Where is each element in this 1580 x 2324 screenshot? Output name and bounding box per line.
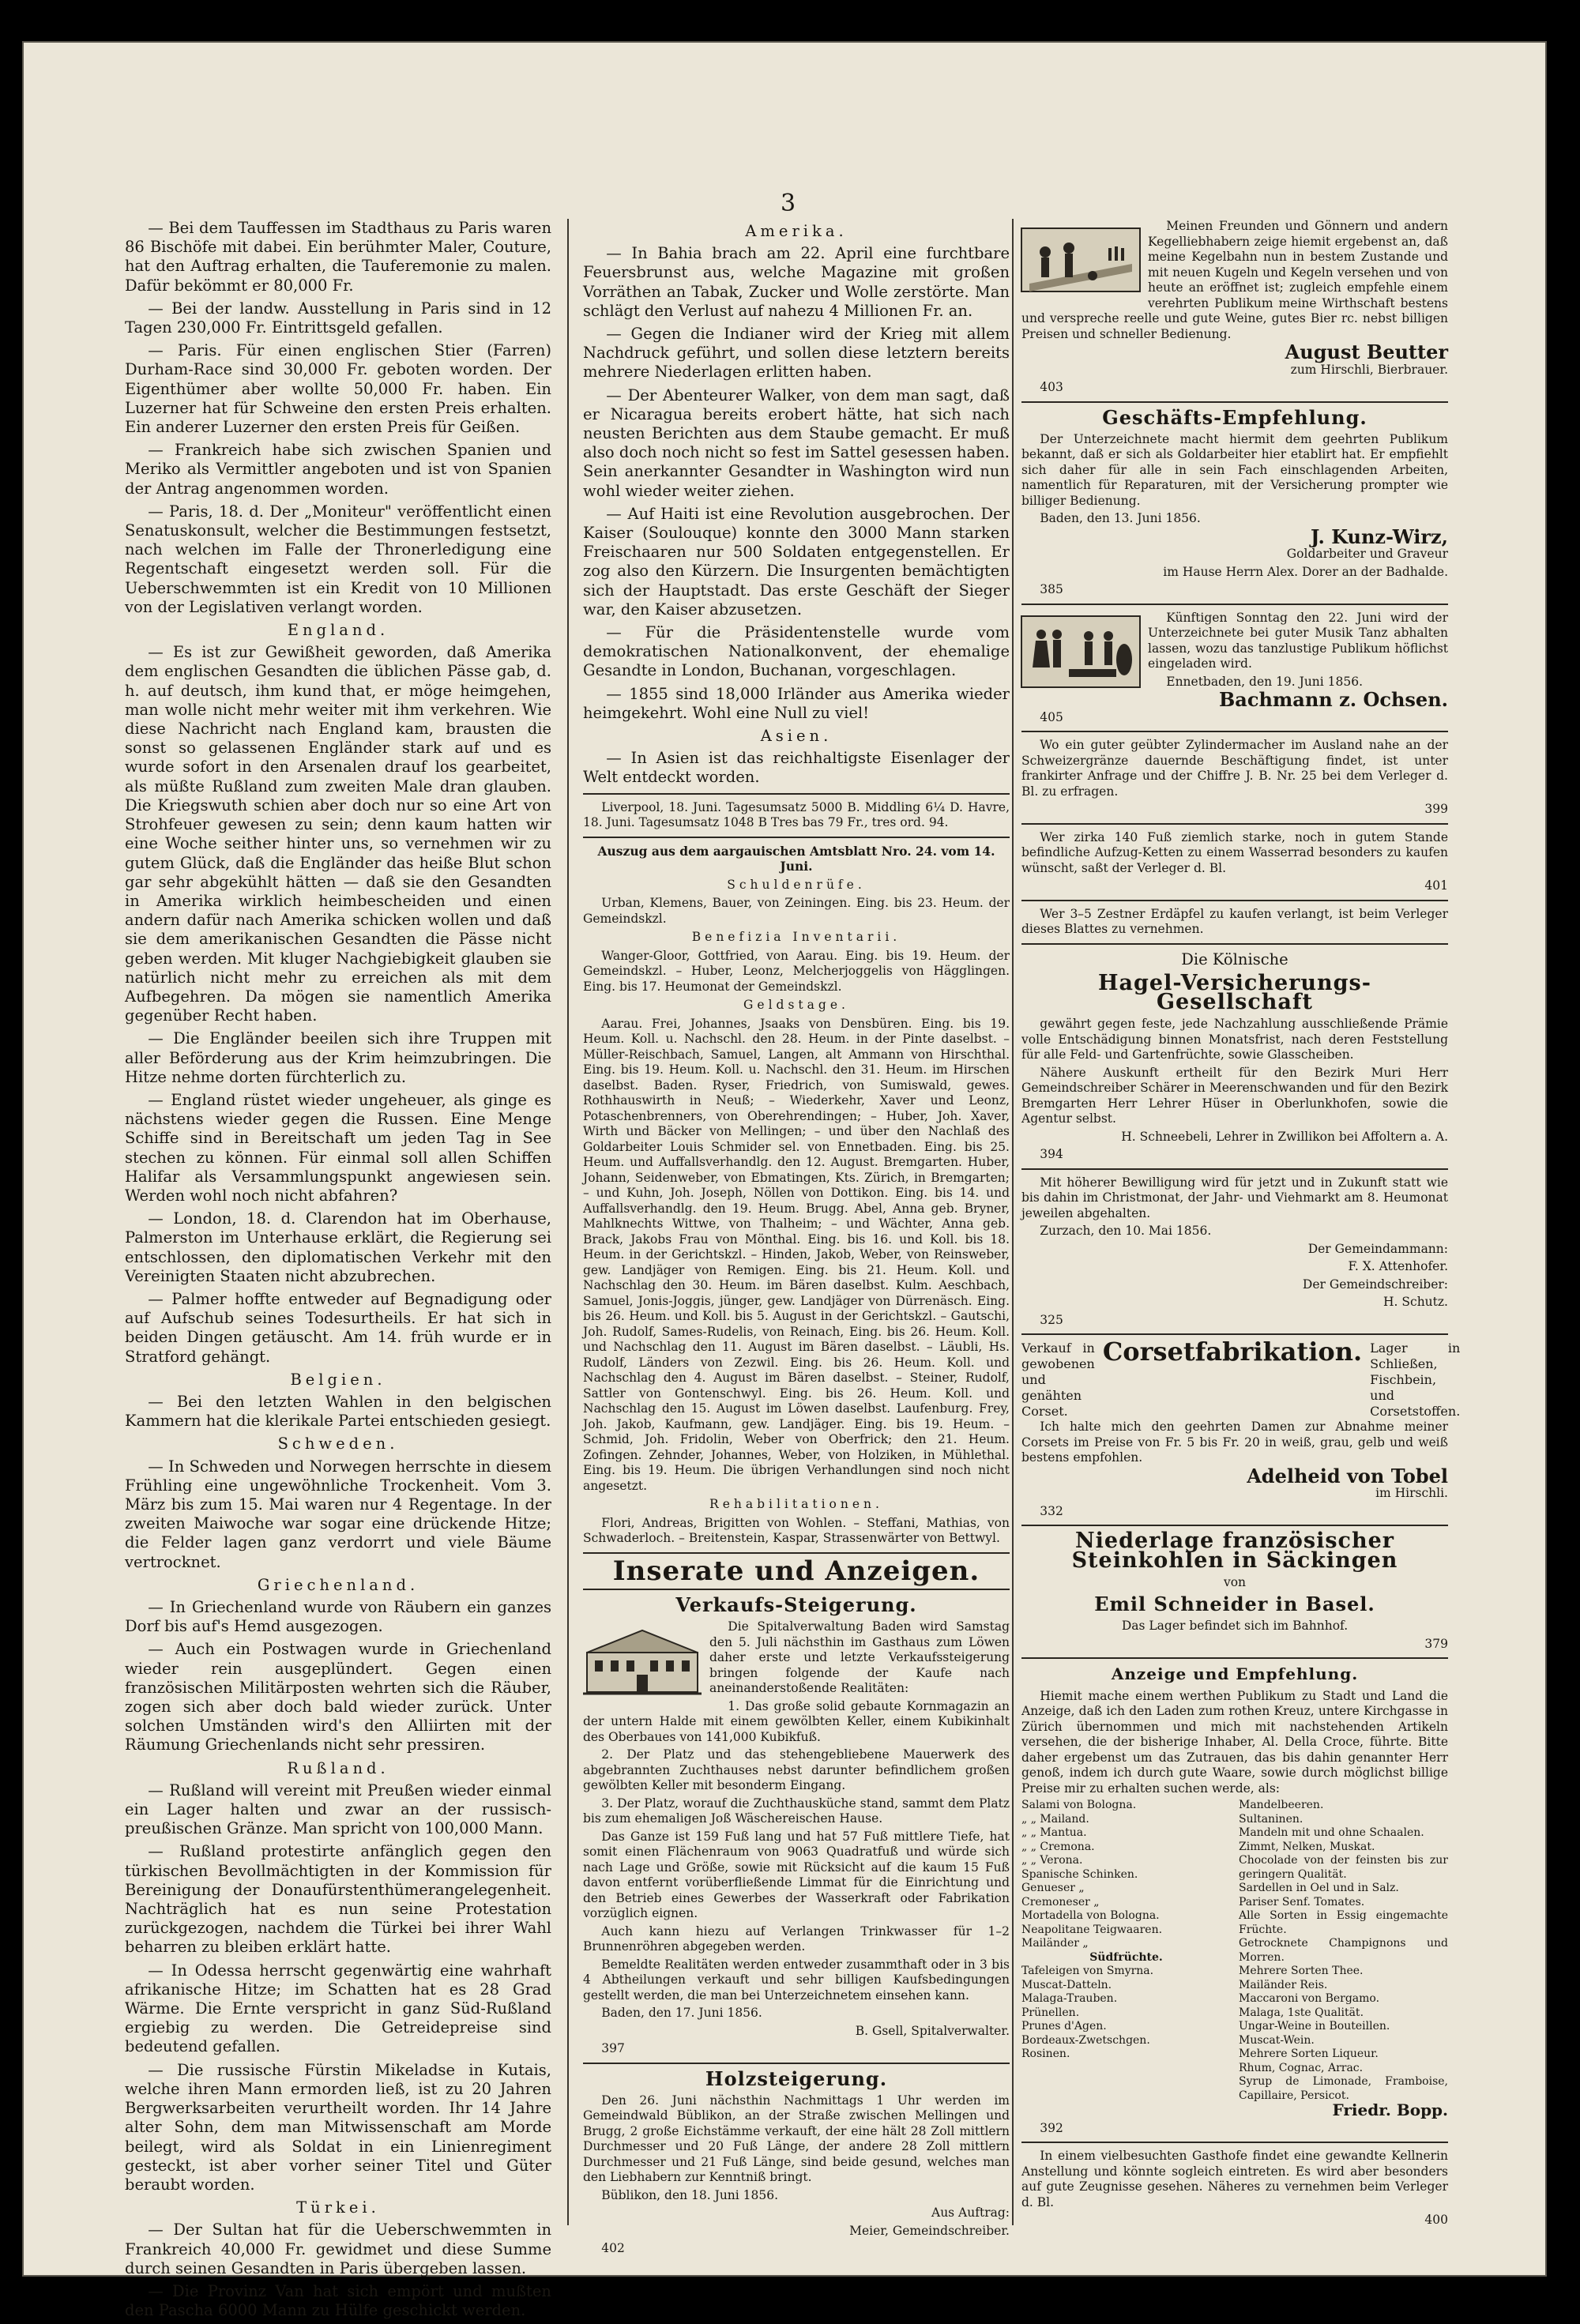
- goods-item: Spanische Schinken.: [1021, 1867, 1138, 1881]
- ad-title-corsetfabrikation: Corsetfabrikation.: [1102, 1337, 1363, 1367]
- amtsblatt-text: Wanger-Gloor, Gottfried, von Aarau. Eing. bis 19. Heum. der Gemeindskzl. – Huber, Leonz, Melcherjoggelis von Hägglingen. Eing. bis 17. Heumonat der Gemeindskzl.: [583, 948, 1010, 994]
- divider: [583, 793, 1010, 795]
- ad-text: Den 26. Juni nächsthin Nachmittags 1 Uhr werden im Gemeindwald Büblikon, an der Straße zwischen Mellingen und Brugg, 2 große Eichstämme verkauft, der eine hält 28 Zoll mittlern Durchmesser und 20 Fuß Länge, der andere 28 Zoll mittlern Durchmesser und 21 Fuß Länge, sind beide gesund, welches man den Liebhabern zur Kenntniß bringt.: [583, 2093, 1010, 2185]
- goods-item: Rhum, Cognac, Arrac.: [1239, 2061, 1364, 2074]
- goods-item: Zimmt, Nelken, Muskat.: [1239, 1840, 1375, 1853]
- bowling-alley-woodcut-icon: [1021, 220, 1140, 299]
- ad-number: 397: [601, 2041, 625, 2056]
- amtsblatt-title: Auszug aus dem aargauischen Amtsblatt Nro. 24. vom 14. Juni.: [597, 843, 995, 874]
- goods-item: Prunes d'Agen.: [1021, 2020, 1107, 2033]
- ad-number: 405: [1040, 709, 1063, 724]
- ad-text: Die Spitalverwaltung Baden wird Samstag den 5. Juli nächsthin im Gasthaus zum Löwen daher erste und letzte Verkaufssteigerung bringen folgende der Kaufe nach aneinanderstoßende Realitäten:: [709, 1619, 1010, 1696]
- ad-hagel-versicherung: [1021, 1017, 1448, 1163]
- section-heading-belgien: Belgien.: [290, 1370, 386, 1389]
- ad-steinkohlen-name: Emil Schneider in Basel.: [1094, 1593, 1375, 1616]
- goods-item: Mandelbeeren.: [1239, 1799, 1324, 1812]
- ad-kegelbahn: [1021, 219, 1448, 396]
- goods-item: Chocolade von der feinsten bis zur geringern Qualität.: [1239, 1854, 1448, 1881]
- ad-text: Künftigen Sonntag den 22. Juni wird der Unterzeichnete bei guter Musik Tanz abhalten lassen, wozu das tanzlustige Publikum höflichst eingeladen wird.: [1148, 610, 1448, 671]
- building-woodcut-icon: [583, 1621, 702, 1700]
- ad-place: im Hirschli.: [1375, 1486, 1448, 1501]
- market-text: Liverpool, 18. Juni. Tagesumsatz 5000 B. Middling 6¼ D. Havre, 18. Juni. Tagesumsatz 1048 B Tres bas 79 Fr., tres ord. 94.: [583, 799, 1010, 830]
- goods-item: Maccaroni von Bergamo.: [1239, 1992, 1380, 2006]
- section-heading-tuerkei: Türkei.: [296, 2198, 380, 2217]
- ad-text: 1. Das große solid gebaute Kornmagazin an der untern Halde mit einem gewölbten Keller, einem Kubikinhalt des Oberbaues von 141,000 Kubikfuß.: [583, 1698, 1010, 1744]
- section-heading-russland: Rußland.: [287, 1758, 389, 1777]
- ad-signature: Meier, Gemeindschreiber.: [849, 2223, 1010, 2238]
- ad-number: 400: [1424, 2213, 1448, 2228]
- market-report: [583, 800, 1010, 831]
- goods-item: Sardellen in Oel und in Salz.: [1239, 1882, 1399, 1895]
- amtsblatt-section: [583, 878, 1010, 1547]
- goods-list: [1021, 1799, 1448, 2103]
- ad-text: Das Lager befindet sich im Bahnhof.: [1121, 1619, 1349, 1634]
- news-item: — Bei den letzten Wahlen in den belgischen Kammern hat die klerikale Partei entschieden gesiegt.: [125, 1392, 551, 1431]
- ad-date: Büblikon, den 18. Juni 1856.: [601, 2187, 779, 2202]
- divider: [583, 1589, 1010, 1590]
- divider: [1021, 731, 1448, 732]
- divider: [1021, 1657, 1448, 1659]
- ad-title-hagel-versicherung: Hagel-Versicherungs-Gesellschaft: [1098, 970, 1371, 1015]
- page-number: 3: [781, 190, 796, 217]
- ad-della-croce-footer: [1021, 2100, 1448, 2136]
- ad-number: 392: [1040, 2120, 1063, 2135]
- ad-role: Der Gemeindschreiber:: [1302, 1277, 1448, 1292]
- goods-item: Malaga-Trauben.: [1021, 1992, 1118, 2006]
- divider: [1021, 1333, 1448, 1335]
- ad-role: Der Gemeindammann:: [1307, 1241, 1448, 1256]
- ad-text: Wo ein guter geübter Zylindermacher im Ausland nahe an der Schweizergränze dauernde Beschäftigung findet, ist unter frankirter Anfrage und der Chiffre J. B. Nr. 25 bei dem Verleger d. Bl. zu erfragen.: [1021, 738, 1448, 799]
- news-item: — Rußland protestirte anfänglich gegen den türkischen Bevollmächtigten in der Kommission für Bereinigung der Donaufürstenthümerangelegenheit. Nachträglich hat es nun seine Protestation zurückgezogen, nachdem die Türkei bei ihrer Wahl beharren zu bleiben erklärt hatte.: [125, 1842, 551, 1957]
- ad-von: von: [1223, 1574, 1247, 1589]
- ad-signature: F. X. Attenhofer.: [1348, 1259, 1448, 1274]
- column-rule: [1012, 219, 1014, 2225]
- goods-item: Rosinen.: [1021, 2048, 1070, 2061]
- section-heading-griechenland: Griechenland.: [257, 1575, 419, 1594]
- subheading-benefizia: Benefizia Inventarii.: [691, 930, 901, 945]
- ad-signature: Friedr. Bopp.: [1332, 2100, 1448, 2120]
- ad-place: zum Hirschli, Bierbrauer.: [1290, 362, 1448, 377]
- goods-item: Pariser Senf. Tomates.: [1239, 1895, 1365, 1908]
- news-item: — London, 18. d. Clarendon hat im Oberhause, Palmerston im Unterhause erklärt, die Regierung sei entschlossen, den diplomatischen Verkehr mit den Vereinigten Staaten nicht abzubrechen.: [125, 1209, 551, 1285]
- news-item: — Die russische Fürstin Mikeladse in Kutais, welche ihren Mann ermorden ließ, ist zu 20 Jahren Bergwerksarbeiten verurtheilt worden. Ihr 14 Jahre alter Sohn, dem man Mitwissenschaft am Morde beilegt, wird als Soldat in ein Linienregiment gesteckt, ist aber vorher seiner Titel und Güter beraubt worden.: [125, 2060, 551, 2194]
- ad-signature: B. Gsell, Spitalverwalter.: [855, 2023, 1010, 2038]
- goods-item: „ „ Verona.: [1021, 1854, 1083, 1867]
- goods-item: Mortadella von Bologna.: [1021, 1909, 1160, 1923]
- ad-title-steinkohlen: Niederlage französischer Steinkohlen in Säckingen: [1071, 1529, 1398, 1573]
- amtsblatt-text: Aarau. Frei, Johannes, Jsaaks von Densbüren. Eing. bis 19. Heum. Koll. u. Nachschl. den 28. Heum. in der Pinte daselbst. –Müller-Reischbach, Samuel, Langen, alt Ammann von Hirschthal. Eing. bis 19. Heum. Koll. u. Nachschl. den 31. Heum. im Hirschen daselbst. Baden. Ryser, Friedrich, von Sumiswald, gewes. Rothhauswirth in Neuß; – Wiederkehr, Xaver und Leonz, Potaschenbrenners, von Oberehrendingen; – Huber, Joh. Xaver, Wirth und Bäcker von Mellingen; – und über den Nachlaß des Goldarbeiter Louis Schmider sel. von Ennetbaden. Eing. bis 25. Heum. und Auffallsverhandlg. den 12. August. Bremgarten. Huber, Johann, Seidenweber, von Ebmatingen, Kts. Zürich, in Bremgarten; – und Kuhn, Joh. Joseph, Nöllen von Dottikon. Eing. bis 14. und Auffallsverhandlg. den 19. Heum. Brugg. Abel, Anna geb. Bryner, Mahlknechts Wittwe, von Thalheim; – und Wächter, Anna geb. Brack, Jakobs Frau von Mönthal. Eing. bis 16. und Koll. bis 18. Heum. in der Gerichtskzl. – Hinden, Jakob, Weber, von Reinsweber, gew. Landjäger von Remigen. Eing. bis 21. Heum. Koll. und Nachschlag den 30. Heum. im Bären daselbst. Kulm. Aeschbach, Samuel, Jonis-Joggis, jünger, gew. Landjäger von Dürrenäsch. Eing. bis 26. Heum. und Koll. bis 5. August in der Gerichtskzl. – Gautschi, Joh. Rudolf, Sames-Rudelis, von Reinach, Eing. bis 26. Heum. Koll. und Nachschlag den 11. August im Bären daselbst. – Läubli, Hs. Rudolf, Länders von Zezwil. Eing. bis 26. Heum. Koll. und Nachschlag den 4. August im Bären daselbst. – Steiner, Rudolf, Sattler von Gontenschwyl. Eing. bis 26. Heum. Koll. und Nachschlag den 15. August im Löwen daselbst. Laufenburg. Frey, Joh. Jakob, Kaufmann, gew. Landjäger. Eing. bis 19. Heum. – Schmid, Joh. Fridolin, Weber von Oberfrick; den 21. Heum. Zofingen. Zehnder, Johannes, Weber, von Holziken, in Mühlethal. Eing. bis 19. Heum. Die übrigen Verhandlungen sind noch nicht angesetzt.: [583, 1016, 1010, 1493]
- goods-item: „ „ Mantua.: [1021, 1826, 1087, 1840]
- divider: [1021, 943, 1448, 945]
- news-item: — Die Provinz Van hat sich empört und mußten den Pascha 6000 Mann zu Hülfe geschickt werden.: [125, 2281, 551, 2320]
- ad-title-anzeige-empfehlung: Anzeige und Empfehlung.: [1111, 1664, 1359, 1684]
- goods-item: Alle Sorten in Essig eingemachte Früchte.: [1239, 1909, 1448, 1936]
- ad-text: Mit höherer Bewilligung wird für jetzt und in Zukunft statt wie bis dahin im Christmonat, der Jahr- und Viehmarkt am 8. Heumonat jeweilen abgehalten.: [1021, 1175, 1448, 1220]
- ad-number: 402: [601, 2241, 625, 2256]
- ad-text: Wer zirka 140 Fuß ziemlich starke, noch in gutem Stande befindliche Aufzug-Ketten zu einem Wasserrad besonders zu kaufen wünscht, saßt der Verleger d. Bl.: [1021, 829, 1448, 875]
- ad-number: 403: [1040, 380, 1063, 394]
- goods-item: „ „ Mailand.: [1021, 1812, 1089, 1826]
- divider: [583, 1552, 1010, 1554]
- subheading-schuldenruefe: Schuldenrüfe.: [727, 877, 866, 892]
- ad-text: Das Ganze ist 159 Fuß lang und hat 57 Fuß mittlere Tiefe, hat somit einen Flächenraum von 9063 Quadratfuß und würde sich nach Lage und Größe, sowie mit Rücksicht auf die kaum 15 Fuß davon entfernt vorüberfließende Limmat für die Einrichtung und den Betrieb eines Gewerbes der Wasserkraft oder Fabrikation vorzüglich eignen.: [583, 1829, 1010, 1921]
- column-news-2: [583, 219, 1010, 2259]
- goods-item: Muscat-Wein.: [1239, 2033, 1315, 2047]
- news-item: — Der Abenteurer Walker, von dem man sagt, daß er Nicaragua bereits erobert hätte, hat sich nach neusten Berichten aus dem Staube gemacht. Er muß also doch noch nicht so fest im Sattel gesessen haben. Sein anerkannter Gesandter in Washington wird nun wohl wieder weiter ziehen.: [583, 385, 1010, 500]
- news-item: — Auf Haiti ist eine Revolution ausgebrochen. Der Kaiser (Soulouque) konnte den 3000 Mann starken Freischaaren nur 500 Soldaten entgegenstellen. Er zog also den Kürzern. Die Insurgenten bemächtigten sich der Hauptstadt. Das erste Geschäft der Sieger war, den Kaiser abzusetzen.: [583, 504, 1010, 619]
- news-item: — In Odessa herrscht gegenwärtig eine wahrhaft afrikanische Hitze; im Schatten hat es 28 Grad Wärme. Die Ernte verspricht in ganz Süd-Rußland ergiebig zu werden. Die Getreidepreise sind bedeutend gefallen.: [125, 1961, 551, 2056]
- goods-item: Syrup de Limonade, Framboise, Capillaire, Persicot.: [1239, 2075, 1448, 2102]
- ad-title-verkaufs-steigerung: Verkaufs-Steigerung.: [675, 1593, 917, 1616]
- goods-item: Muscat-Datteln.: [1021, 1978, 1112, 1991]
- news-item: — Der Sultan hat für die Ueberschwemmten in Frankreich 40,000 Fr. gewidmet und diese Summe durch seinen Gesandten in Paris übergeben lassen.: [125, 2221, 551, 2277]
- divider: [583, 2063, 1010, 2064]
- goods-list-right: [1239, 1799, 1448, 2103]
- amtsblatt-text: Urban, Klemens, Bauer, von Zeiningen. Eing. bis 23. Heum. der Gemeindskzl.: [583, 896, 1010, 926]
- ad-auftrag: Aus Auftrag:: [931, 2206, 1010, 2221]
- ad-text: Nähere Auskunft ertheilt für den Bezirk Muri Herr Gemeindschreiber Schärer in Meerenschwanden und für den Bezirk Bremgarten Herr Lehrer Hüser in Oberlunkhofen, sowie die Agentur selbst.: [1021, 1065, 1448, 1126]
- ad-signature: August Beutter: [1285, 340, 1448, 363]
- goods-item: Cremoneser „: [1021, 1895, 1100, 1908]
- goods-item: Mandeln mit und ohne Schaalen.: [1239, 1826, 1424, 1840]
- ad-corset-left: Verkauf in gewobenen und genähten Corset.: [1021, 1341, 1095, 1420]
- ad-text: gewährt gegen feste, jede Nachzahlung ausschließende Prämie volle Entschädigung binnen Monatsfrist, nach deren Feststellung für alle Feld- und Gartenfrüchte, sowie Glasscheiben.: [1021, 1017, 1448, 1062]
- news-item: — 1855 sind 18,000 Irländer aus Amerika wieder heimgekehrt. Wohl eine Null zu viel!: [583, 684, 1010, 722]
- ad-corset: [1021, 1420, 1448, 1519]
- ad-address: im Hause Herrn Alex. Dorer an der Badhalde.: [1163, 564, 1448, 579]
- ad-corset-header: [1021, 1337, 1461, 1420]
- amtsblatt-text: Flori, Andreas, Brigitten von Wohlen. – Steffani, Mathias, von Schwaderloch. – Breitenstein, Kaspar, Strassenwärter von Bettwyl.: [583, 1515, 1010, 1546]
- goods-item: Tafeleigen von Smyrna.: [1021, 1965, 1154, 1978]
- ad-role: Goldarbeiter und Graveur: [1286, 547, 1448, 562]
- ad-steinkohlen: [1021, 1619, 1448, 1652]
- ad-text: Bemeldte Realitäten werden entweder zusammthaft oder in 3 bis 4 Abtheilungen verkauft und sehr billigen Kaufsbedingungen gestellt werden, die man bei Unterzeichnetem einsehen kann.: [583, 1957, 1010, 2002]
- divider: [1021, 2142, 1448, 2143]
- news-item: — Rußland will vereint mit Preußen wieder einmal ein Lager halten und zwar an der russisch-preußischen Gränze. Man spricht von 100,000 Mann.: [125, 1781, 551, 1838]
- divider: [1021, 1168, 1448, 1170]
- ad-text: 3. Der Platz, worauf die Zuchthausküche stand, sammt dem Platz bis zum ehemaligen Joß Wäschereischen Hause.: [583, 1796, 1010, 1826]
- ad-date: Zurzach, den 10. Mai 1856.: [1040, 1224, 1212, 1239]
- goods-item: Mailänder „: [1021, 1937, 1089, 1950]
- ad-title-geschaefts-empfehlung: Geschäfts-Empfehlung.: [1102, 405, 1367, 429]
- ad-text: 2. Der Platz und das stehengebliebene Mauerwerk des abgebrannten Zuchthauses nebst darunter befindlichem großen gewölbten Keller mit besonderm Eingang.: [583, 1747, 1010, 1793]
- ad-signature: Adelheid von Tobel: [1247, 1464, 1448, 1487]
- goods-item: Genueser „: [1021, 1882, 1085, 1895]
- goods-item: Getrocknete Champignons und Morren.: [1239, 1937, 1448, 1964]
- ad-number: 332: [1040, 1503, 1063, 1518]
- section-heading-schweden: Schweden.: [277, 1435, 399, 1453]
- ad-number: 379: [1424, 1636, 1448, 1651]
- news-item: — Frankreich habe sich zwischen Spanien und Meriko als Vermittler angeboten und ist von Spanien der Antrag angenommen worden.: [125, 441, 551, 498]
- subheading-geldstage: Geldstage.: [743, 998, 849, 1013]
- column-ads: [1021, 219, 1461, 2231]
- goods-item: Salami von Bologna.: [1021, 1799, 1137, 1812]
- news-item: — Für die Präsidentenstelle wurde vom demokratischen Nationalkonvent, der ehemalige Gesandte in London, Buchanan, vorgeschlagen.: [583, 623, 1010, 680]
- section-heading-amerika: Amerika.: [745, 222, 848, 240]
- news-item: — Paris. Für einen englischen Stier (Farren) Durham-Race sind 30,000 Fr. geboten worden. Der Eigenthümer aber wollte 50,000 Fr. haben. Ein Luzerner hat für Schweine den ersten Preis erhalten. Ein anderer Luzerner den ersten Preis für Geißen.: [125, 341, 551, 437]
- ad-text: In einem vielbesuchten Gasthofe findet eine gewandte Kellnerin Anstellung und könnte sogleich eintreten. Es wird aber besonders auf gute Zeugnisse gesehen. Näheres zu vernehmen beim Verleger d. Bl.: [1021, 2149, 1448, 2209]
- ad-tanz: [1021, 611, 1448, 726]
- column-rule: [567, 219, 569, 2225]
- news-item: — In Asien ist das reichhaltigste Eisenlager der Welt entdeckt worden.: [583, 749, 1010, 787]
- section-heading-asien: Asien.: [760, 727, 833, 746]
- ad-text: Auch kann hiezu auf Verlangen Trinkwasser für 1–2 Brunnenröhren abgegeben werden.: [583, 1924, 1010, 1954]
- news-item: — Die Engländer beeilen sich ihre Truppen mit aller Beförderung aus der Krim heimzubringen. Die Hitze nehme dorten fürchterlich zu.: [125, 1029, 551, 1086]
- ad-erdaepfel: [1021, 907, 1448, 938]
- ad-text: Meinen Freunden und Gönnern und andern Kegelliebhabern zeige hiemit ergebenst an, daß meine Kegelbahn nun in bestem Zustande und mit neuen Kugeln und Kegeln versehen und von heute an eröffnet ist; zugleich empfehle einem verehrten Publikum meine Wirthschaft bestens und verspreche reelle und gute Weine, gutes Bier rc. nebst billigen Preisen und schneller Bedienung.: [1021, 219, 1448, 341]
- ad-text: Wer 3–5 Zestner Erdäpfel zu kaufen verlangt, ist beim Verleger dieses Blattes zu vernehmen.: [1021, 906, 1448, 937]
- divider: [1021, 604, 1448, 605]
- ad-goldarbeiter: [1021, 432, 1448, 598]
- goods-item: Mailänder Reis.: [1239, 1978, 1328, 1991]
- ad-verkaufs-steigerung: [583, 1619, 1010, 2057]
- ad-number: 394: [1040, 1147, 1063, 1162]
- divider: [583, 837, 1010, 838]
- news-item: — In Schweden und Norwegen herrschte in diesem Frühling eine ungewöhnliche Trockenheit. Vom 3. März bis zum 15. Mai waren nur 4 Regentage. In der zweiten Maiwoche war sogar eine drückende Hitze; die Felder lagen ganz verdorrt und viele Bäume vertrocknet.: [125, 1457, 551, 1571]
- goods-item: Malaga, 1ste Qualität.: [1239, 2006, 1364, 2019]
- ad-number: 401: [1424, 878, 1448, 893]
- ad-date: Baden, den 13. Juni 1856.: [1040, 511, 1201, 526]
- news-item: — In Bahia brach am 22. April eine furchtbare Feuersbrunst aus, welche Magazine mit großen Vorräthen an Tabak, Zucker und Wolle zerstörte. Man schlägt den Verlust auf nahezu 4 Millionen Fr. an.: [583, 244, 1010, 320]
- column-news-1: [125, 219, 551, 2324]
- ad-title-holzsteigerung: Holzsteigerung.: [705, 2066, 888, 2090]
- divider: [1021, 1525, 1448, 1526]
- ad-number: 399: [1424, 802, 1448, 817]
- ad-date: Baden, den 17. Juni 1856.: [601, 2006, 762, 2021]
- ad-kellnerin: [1021, 2149, 1448, 2228]
- newspaper-page: [22, 41, 1547, 2320]
- ad-signature: Bachmann z. Ochsen.: [1219, 688, 1448, 712]
- goods-item: Ungar-Weine in Bouteillen.: [1239, 2020, 1390, 2033]
- news-item: — Bei der landw. Ausstellung in Paris sind in 12 Tagen 230,000 Fr. Eintrittsgeld gefallen.: [125, 299, 551, 337]
- divider: [1021, 823, 1448, 825]
- divider: [1021, 401, 1448, 403]
- goods-subheading: Südfrüchte.: [1089, 1950, 1163, 1964]
- ad-holzsteigerung: [583, 2093, 1010, 2257]
- news-item: — Auch ein Postwagen wurde in Griechenland wieder rein ausgeplündert. Gegen einen französischen Militärposten wehrten sich die Räuber, zogen sich aber doch bald wieder zurück. Unter solchen Umständen wird's den Alliirten mit der Räumung Griechenlands nicht sehr pressiren.: [125, 1640, 551, 1754]
- subheading-rehabilitationen: Rehabilitationen.: [709, 1497, 883, 1512]
- goods-list-left: [1021, 1799, 1231, 2103]
- ad-number: 385: [1040, 582, 1063, 597]
- news-item: — In Griechenland wurde von Räubern ein ganzes Dorf bis auf's Hemd ausgezogen.: [125, 1598, 551, 1636]
- goods-item: Sultaninen.: [1239, 1812, 1304, 1826]
- ad-signature: J. Kunz-Wirz,: [1311, 525, 1448, 548]
- ad-corset-right: Lager in Schließen, Fischbein, und Corsetstoffen.: [1370, 1341, 1461, 1420]
- goods-item: Mehrere Sorten Liqueur.: [1239, 2048, 1379, 2061]
- news-item: — Es ist zur Gewißheit geworden, daß Amerika dem englischen Gesandten die üblichen Pässe gab, d. h. auf deutsch, ihm kund that, er möge heimgehen, man wolle nicht mehr weiter mit ihm verkehren. Wie diese Nachricht nach England kam, brausten die sonst so gelassenen Engländer stark auf und es wurde sofort in den Arsenalen drauf los gearbeitet, als müßte Rußland zum zweiten Male dran glauben. Die Kriegswuth schien aber doch nur so eine Art von Strohfeuer gewesen zu sein; denn kaum hatten wir eine Woche seither hinter uns, so vernehmen wir zu gutem Glück, daß die Engländer das heiße Blut schon gar sehr abgekühlt hätten — daß sie den Gesandten in Amerika wirklich heimbescheiden und einen andern dafür nach Amerika schicken wollen und daß sie dem amerikanischen Gesandten die Pässe nicht geben werden. Mit kluger Nachgiebigkeit glauben sie natürlich nicht mehr zu erreichen als mit dem Aufbegehren. Da mögen sie namentlich Amerika gegenüber Recht haben.: [125, 643, 551, 1025]
- goods-item: Bordeaux-Zwetschgen.: [1021, 2033, 1150, 2047]
- news-item: — England rüstet wieder ungeheuer, als ginge es nächstens wieder gegen die Russen. Eine Menge Schiffe sind in Bereitschaft um jeden Tag in See stechen zu können. Für einmal soll allen Schiffen Halifar als Versammlungspunkt angewiesen sein. Werden wohl noch nicht abfahren?: [125, 1090, 551, 1205]
- section-heading-england: England.: [287, 621, 389, 640]
- goods-item: „ „ Cremona.: [1021, 1840, 1095, 1853]
- inserate-title: Inserate und Anzeigen.: [612, 1555, 980, 1587]
- goods-item: Prünellen.: [1021, 2006, 1080, 2019]
- ad-text: Der Unterzeichnete macht hiermit dem geehrten Publikum bekannt, daß er sich als Goldarbeiter hier etablirt hat. Er empfiehlt sich daher für alle in sein Fach einschlagenden Arbeiten, namentlich für Reparaturen, mit der Versicherung prompter wie billiger Bedienung.: [1021, 431, 1448, 508]
- news-item: — Paris, 18. d. Der „Moniteur" veröffentlicht einen Senatuskonsult, welcher die Bestimmungen festsetzt, nach welchen im Falle der Thronerledigung eine Regentschaft eingesetzt werden soll. Für die Ueberschwemmten ist ein Kredit von 10 Millionen von der Legislativen verlangt worden.: [125, 502, 551, 616]
- ad-text: Ich halte mich den geehrten Damen zur Abnahme meiner Corsets im Preise von Fr. 5 bis Fr. 20 in weiß, grau, gelb und weiß bestens empfohlen.: [1021, 1420, 1448, 1465]
- goods-item: Mehrere Sorten Thee.: [1239, 1965, 1364, 1978]
- news-item: — Gegen die Indianer wird der Krieg mit allem Nachdruck geführt, und sollen diese letztern bereits mehrere Niederlagen erlitten haben.: [583, 325, 1010, 382]
- news-item: — Bei dem Tauffessen im Stadthaus zu Paris waren 86 Bischöfe mit dabei. Ein berühmter Maler, Couture, hat den Auftrag erhalten, die Tauferemonie zu malen. Dafür bekömmt er 80,000 Fr.: [125, 219, 551, 295]
- ad-della-croce: [1021, 1689, 1448, 1797]
- ad-signature: H. Schneebeli, Lehrer in Zwillikon bei Affoltern a. A.: [1121, 1129, 1448, 1144]
- ad-hagel-pretitle: Die Kölnische: [1181, 950, 1288, 968]
- divider: [1021, 900, 1448, 901]
- goods-item: Neapolitane Teigwaaren.: [1021, 1923, 1163, 1936]
- ad-markt-zurzach: [1021, 1175, 1448, 1329]
- dancers-woodcut-icon: [1021, 612, 1140, 691]
- news-item: — Palmer hoffte entweder auf Begnadigung oder auf Aufschub seines Todesurtheils. Er hat sich in beiden Dingen getäuscht. Am 14. früh wurde er in Stratford gehängt.: [125, 1289, 551, 1366]
- ad-signature: H. Schutz.: [1383, 1295, 1448, 1310]
- ad-ketten: [1021, 830, 1448, 894]
- ad-number: 325: [1040, 1312, 1063, 1327]
- ad-zylindermacher: [1021, 738, 1448, 818]
- ad-text: Hiemit mache einem werthen Publikum zu Stadt und Land die Anzeige, daß ich den Laden zum rothen Kreuz, untere Kirchgasse in Zürich übernommen und mich mit nachstehenden Artikeln versehen, die der bisherige Inhaber, Al. Della Croce, führte. Bitte daher ergebenst um das Zutrauen, das bis dahin genannter Herr genoß, indem ich durch gute Waare, sowie durch möglichst billige Preise mir zu erhalten suchen werde, als:: [1021, 1688, 1448, 1796]
- ad-date: Ennetbaden, den 19. Juni 1856.: [1166, 674, 1364, 689]
